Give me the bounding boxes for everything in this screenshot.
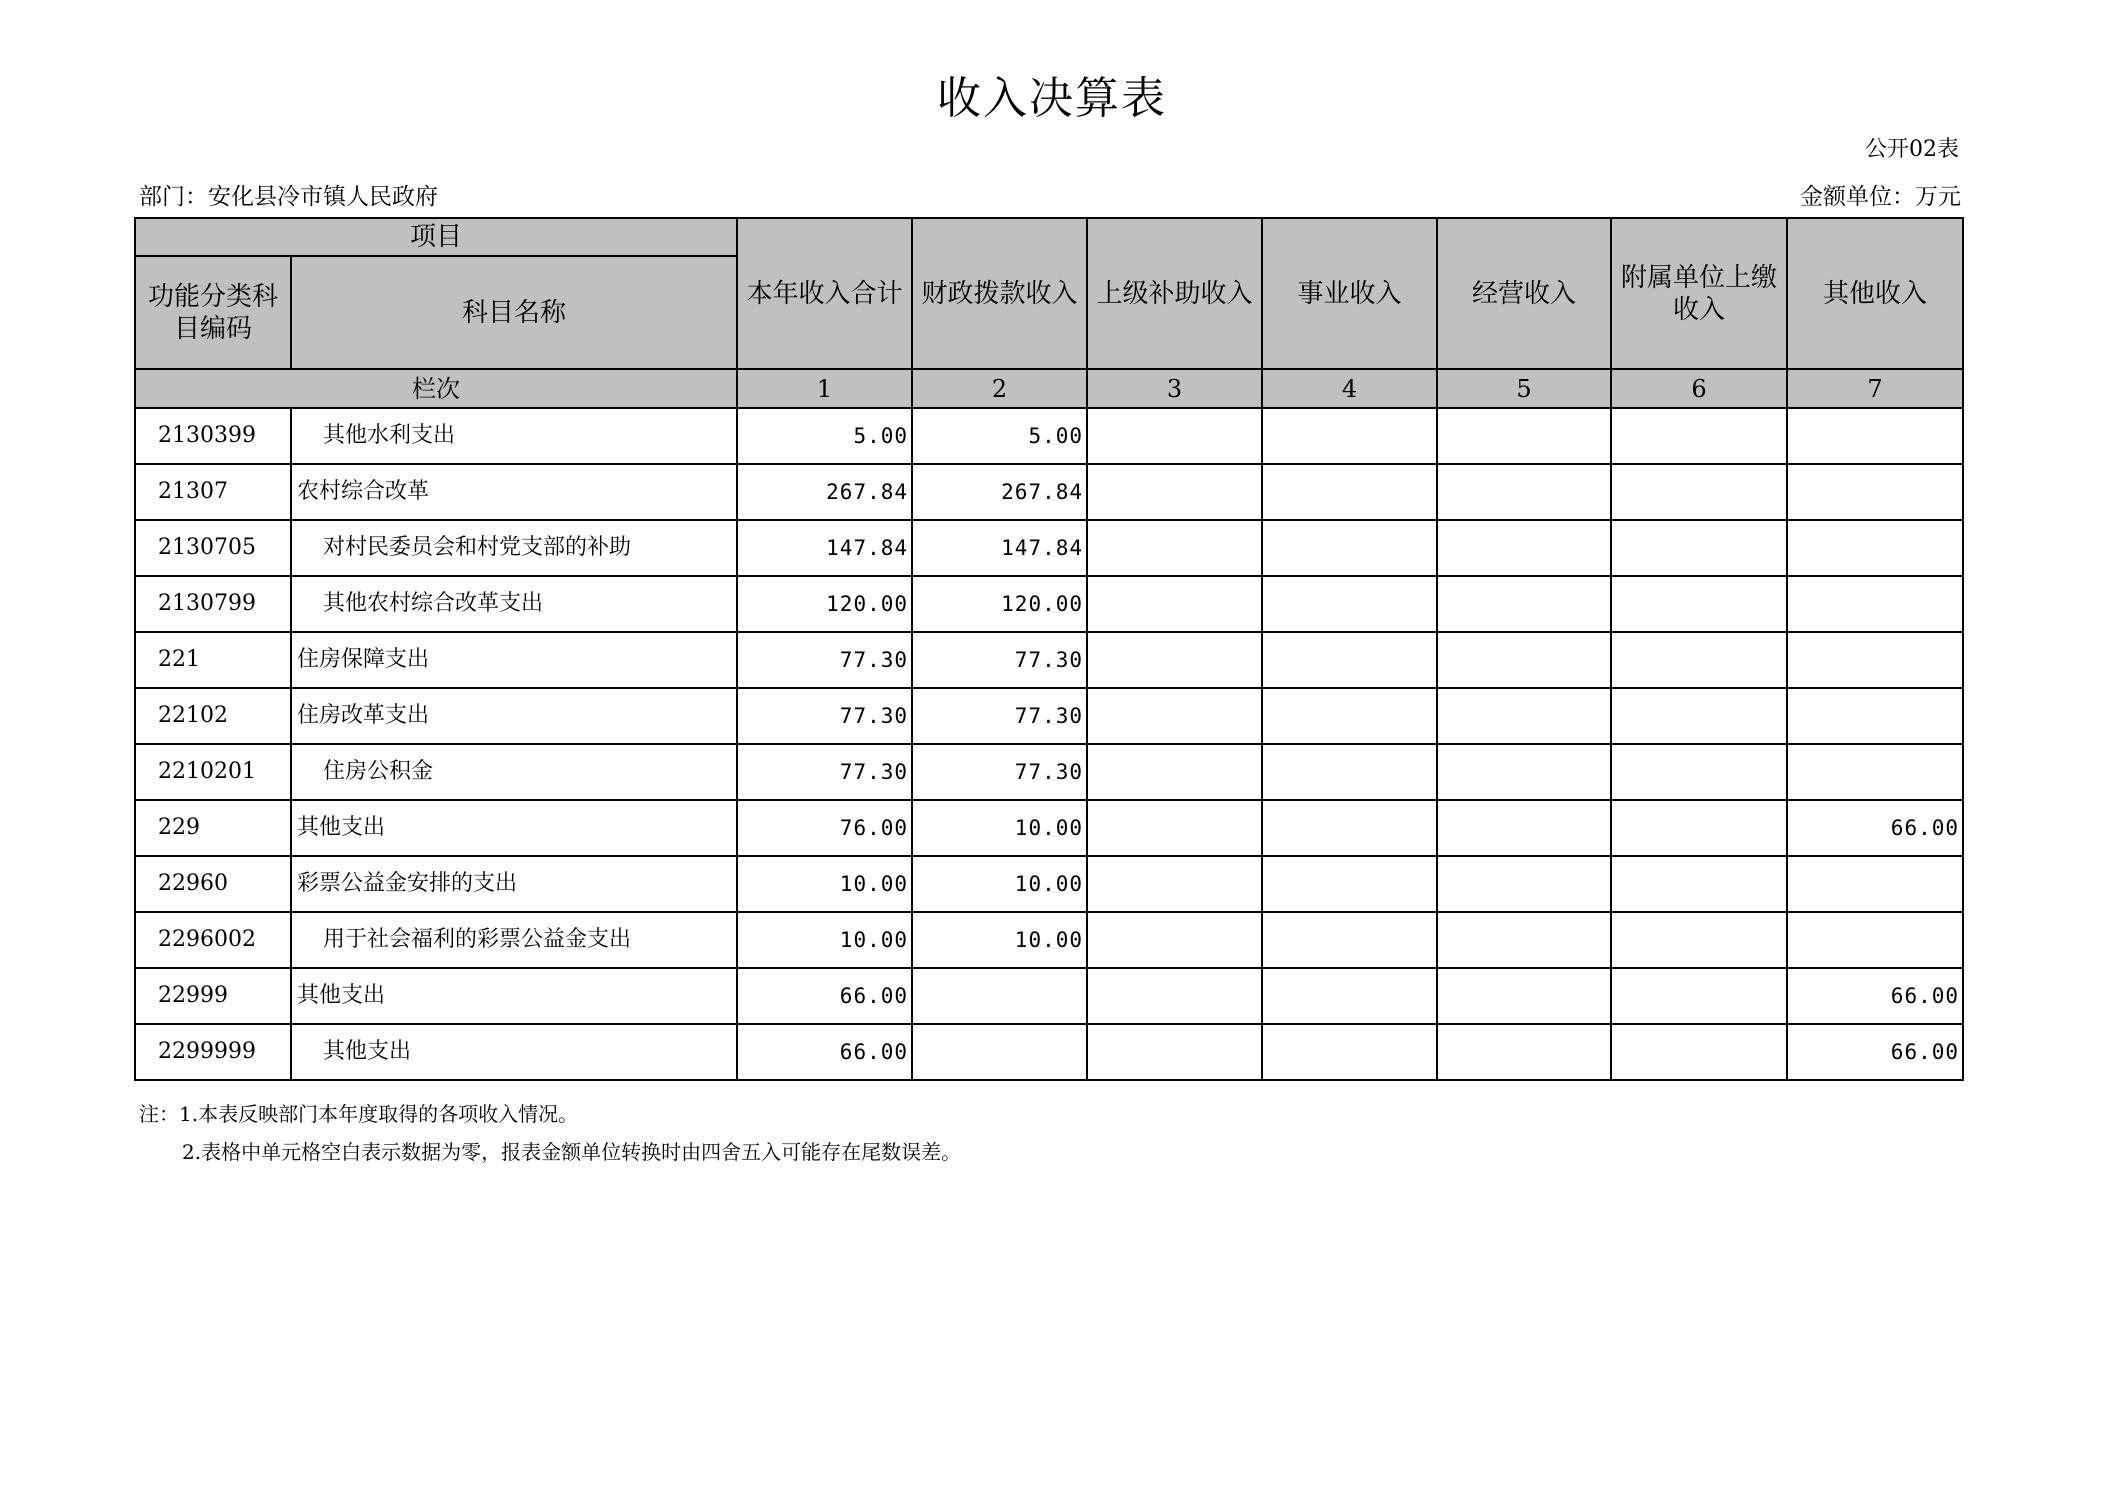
- subject-name-cell: 其他支出: [291, 968, 737, 1024]
- table-row: [135, 912, 1963, 968]
- amount-cell: 267.84: [912, 464, 1087, 520]
- column-number: 7: [1787, 369, 1963, 408]
- table-row: [135, 856, 1963, 912]
- amount-cell: [1611, 464, 1787, 520]
- subject-code-cell: 22960: [135, 856, 291, 912]
- subject-code-cell: 2130399: [135, 408, 291, 464]
- table-row: [135, 800, 1963, 856]
- amount-cell: [1611, 744, 1787, 800]
- amount-cell: 5.00: [912, 408, 1087, 464]
- amount-cell: [1437, 688, 1611, 744]
- amount-unit-label: 金额单位：万元: [1800, 184, 1961, 210]
- table-row: [135, 520, 1963, 576]
- header-business-income: 事业收入: [1262, 218, 1437, 369]
- subject-code-cell: 2299999: [135, 1024, 291, 1080]
- amount-cell: [1262, 744, 1437, 800]
- column-number: 1: [737, 369, 912, 408]
- amount-cell: [1437, 1024, 1611, 1080]
- amount-cell: [1611, 968, 1787, 1024]
- amount-cell: [1087, 632, 1262, 688]
- amount-cell: [1787, 912, 1963, 968]
- amount-cell: [1611, 576, 1787, 632]
- table-row: [135, 632, 1963, 688]
- header-project: 项目: [135, 218, 737, 256]
- subject-code-cell: 2296002: [135, 912, 291, 968]
- table-row: [135, 1024, 1963, 1080]
- subject-name-cell: 彩票公益金安排的支出: [291, 856, 737, 912]
- amount-cell: [1787, 464, 1963, 520]
- subject-code-cell: 2130705: [135, 520, 291, 576]
- amount-cell: [1437, 912, 1611, 968]
- amount-cell: [1262, 688, 1437, 744]
- column-number: 2: [912, 369, 1087, 408]
- amount-cell: [1611, 1024, 1787, 1080]
- amount-cell: [1087, 744, 1262, 800]
- amount-cell: [1437, 520, 1611, 576]
- table-code: 公开02表: [1865, 137, 1959, 162]
- amount-cell: [1087, 968, 1262, 1024]
- amount-cell: [1262, 464, 1437, 520]
- amount-cell: 66.00: [1787, 968, 1963, 1024]
- column-number: 4: [1262, 369, 1437, 408]
- amount-cell: 77.30: [737, 744, 912, 800]
- amount-cell: [1262, 1024, 1437, 1080]
- column-number: 5: [1437, 369, 1611, 408]
- subject-code-cell: 229: [135, 800, 291, 856]
- header-operating-income: 经营收入: [1437, 218, 1611, 369]
- amount-cell: 5.00: [737, 408, 912, 464]
- subject-name-cell: 对村民委员会和村党支部的补助: [291, 520, 737, 576]
- amount-cell: 147.84: [912, 520, 1087, 576]
- amount-cell: 267.84: [737, 464, 912, 520]
- amount-cell: 77.30: [737, 632, 912, 688]
- subject-name-cell: 用于社会福利的彩票公益金支出: [291, 912, 737, 968]
- amount-cell: [912, 968, 1087, 1024]
- header-other-income: 其他收入: [1787, 218, 1963, 369]
- header-row-label: 栏次: [135, 369, 737, 408]
- amount-cell: [1787, 688, 1963, 744]
- amount-cell: 10.00: [737, 912, 912, 968]
- header-total-income: 本年收入合计: [737, 218, 912, 369]
- amount-cell: [1262, 632, 1437, 688]
- subject-code-cell: 2130799: [135, 576, 291, 632]
- amount-cell: [1611, 688, 1787, 744]
- revenue-table: [134, 217, 1964, 1081]
- subject-code-cell: 22999: [135, 968, 291, 1024]
- subject-code-cell: 221: [135, 632, 291, 688]
- amount-cell: [1262, 408, 1437, 464]
- amount-cell: 10.00: [912, 912, 1087, 968]
- header-code: 功能分类科目编码: [135, 256, 291, 369]
- amount-cell: [1611, 912, 1787, 968]
- subject-name-cell: 其他农村综合改革支出: [291, 576, 737, 632]
- subject-name-cell: 其他水利支出: [291, 408, 737, 464]
- amount-cell: [1787, 576, 1963, 632]
- table-row: [135, 744, 1963, 800]
- amount-cell: [1437, 632, 1611, 688]
- subject-name-cell: 其他支出: [291, 1024, 737, 1080]
- amount-cell: [1087, 408, 1262, 464]
- amount-cell: [1787, 520, 1963, 576]
- amount-cell: [1787, 632, 1963, 688]
- subject-name-cell: 住房保障支出: [291, 632, 737, 688]
- table-body: [135, 408, 1963, 1080]
- subject-name-cell: 住房公积金: [291, 744, 737, 800]
- amount-cell: [1611, 408, 1787, 464]
- page-title: 收入决算表: [937, 73, 1167, 124]
- amount-cell: 10.00: [912, 800, 1087, 856]
- amount-cell: 76.00: [737, 800, 912, 856]
- header-fiscal-appropriation: 财政拨款收入: [912, 218, 1087, 369]
- amount-cell: [1611, 800, 1787, 856]
- amount-cell: 77.30: [912, 744, 1087, 800]
- amount-cell: [1787, 744, 1963, 800]
- amount-cell: 10.00: [912, 856, 1087, 912]
- column-number: 6: [1611, 369, 1787, 408]
- amount-cell: [1087, 800, 1262, 856]
- amount-cell: [1087, 576, 1262, 632]
- amount-cell: [1262, 912, 1437, 968]
- header-affiliated-remittance: 附属单位上缴收入: [1611, 218, 1787, 369]
- amount-cell: [1087, 520, 1262, 576]
- amount-cell: [1262, 576, 1437, 632]
- amount-cell: [912, 1024, 1087, 1080]
- amount-cell: [1437, 800, 1611, 856]
- amount-cell: 66.00: [1787, 800, 1963, 856]
- table-row: [135, 688, 1963, 744]
- amount-cell: [1437, 408, 1611, 464]
- amount-cell: 77.30: [912, 632, 1087, 688]
- amount-cell: [1437, 744, 1611, 800]
- amount-cell: [1087, 1024, 1262, 1080]
- amount-cell: 120.00: [912, 576, 1087, 632]
- amount-cell: 66.00: [737, 968, 912, 1024]
- subject-code-cell: 22102: [135, 688, 291, 744]
- note-line: 注：1.本表反映部门本年度取得的各项收入情况。: [139, 1102, 579, 1126]
- amount-cell: [1087, 688, 1262, 744]
- amount-cell: 120.00: [737, 576, 912, 632]
- amount-cell: [1437, 464, 1611, 520]
- subject-name-cell: 农村综合改革: [291, 464, 737, 520]
- amount-cell: [1262, 968, 1437, 1024]
- amount-cell: [1611, 856, 1787, 912]
- amount-cell: 66.00: [737, 1024, 912, 1080]
- subject-code-cell: 21307: [135, 464, 291, 520]
- amount-cell: 10.00: [737, 856, 912, 912]
- table-row: [135, 464, 1963, 520]
- amount-cell: [1611, 632, 1787, 688]
- table-header: [135, 218, 1963, 408]
- amount-cell: [1787, 856, 1963, 912]
- notes: [139, 1095, 961, 1171]
- table-row: [135, 576, 1963, 632]
- header-superior-subsidy: 上级补助收入: [1087, 218, 1262, 369]
- amount-cell: [1262, 520, 1437, 576]
- amount-cell: [1087, 912, 1262, 968]
- table-row: [135, 408, 1963, 464]
- note-line: 2.表格中单元格空白表示数据为零，报表金额单位转换时由四舍五入可能存在尾数误差。: [182, 1140, 962, 1164]
- amount-cell: [1437, 856, 1611, 912]
- amount-cell: 77.30: [912, 688, 1087, 744]
- amount-cell: [1087, 464, 1262, 520]
- subject-code-cell: 2210201: [135, 744, 291, 800]
- amount-cell: [1437, 968, 1611, 1024]
- amount-cell: 66.00: [1787, 1024, 1963, 1080]
- column-number: 3: [1087, 369, 1262, 408]
- amount-cell: [1787, 408, 1963, 464]
- amount-cell: 147.84: [737, 520, 912, 576]
- subject-name-cell: 其他支出: [291, 800, 737, 856]
- amount-cell: [1437, 576, 1611, 632]
- department-label: 部门：安化县冷市镇人民政府: [139, 184, 438, 210]
- amount-cell: [1262, 800, 1437, 856]
- header-name: 科目名称: [291, 256, 737, 369]
- amount-cell: 77.30: [737, 688, 912, 744]
- amount-cell: [1087, 856, 1262, 912]
- table-row: [135, 968, 1963, 1024]
- amount-cell: [1262, 856, 1437, 912]
- amount-cell: [1611, 520, 1787, 576]
- subject-name-cell: 住房改革支出: [291, 688, 737, 744]
